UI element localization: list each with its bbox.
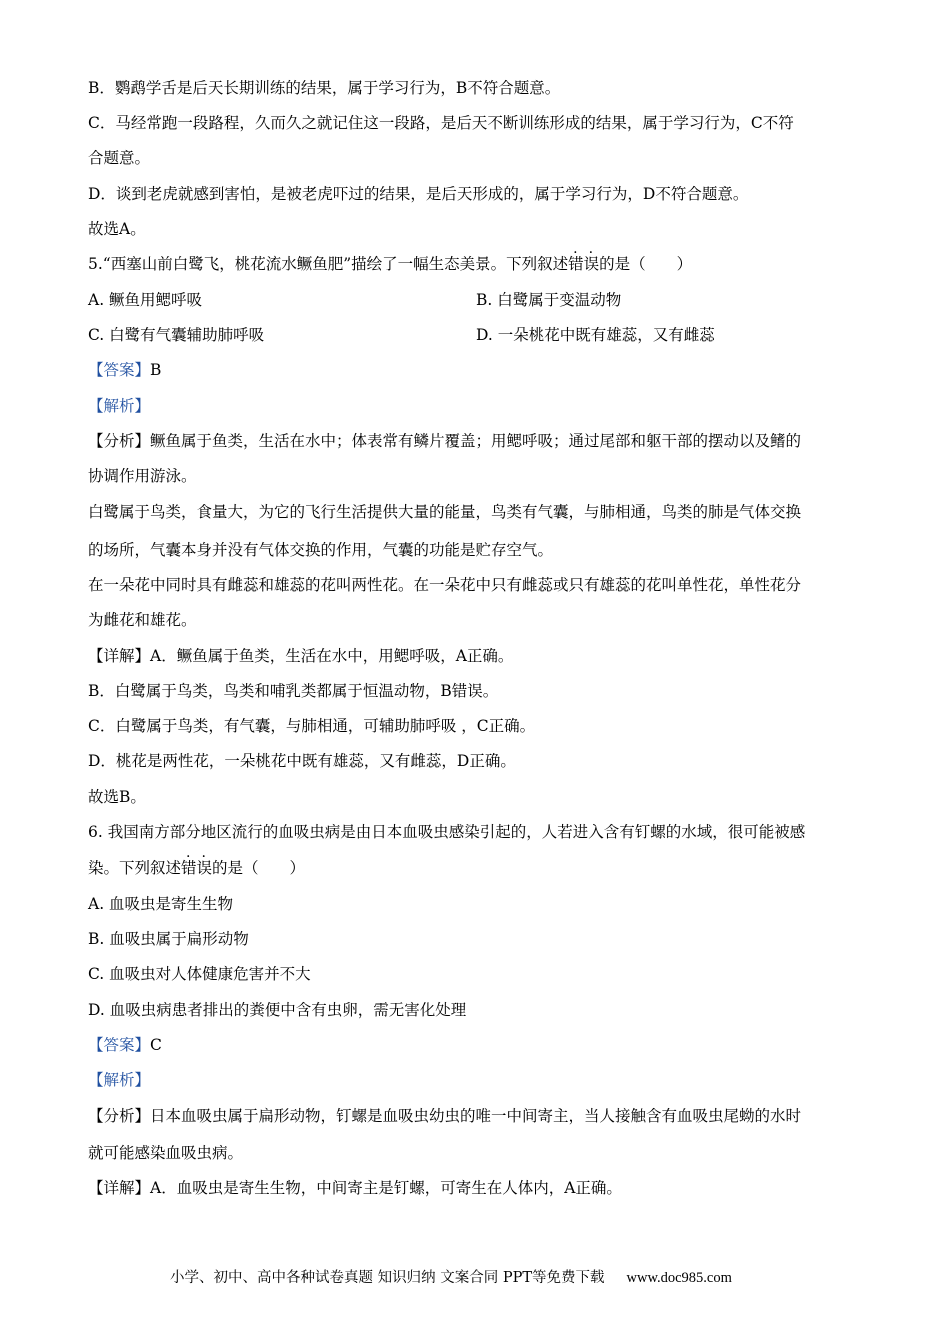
analysis-tag: 【解析】: [88, 397, 151, 415]
stem-text: 的是（ ）: [212, 859, 306, 877]
xiangjie-line: [88, 1178, 622, 1198]
fenxi-line: 就可能感染血吸虫病。: [88, 1144, 244, 1162]
option-d: D. 血吸虫病患者排出的粪便中含有虫卵，需无害化处理: [88, 1001, 467, 1019]
emphasis-char: 误: [583, 255, 600, 273]
footer-url[interactable]: www.doc985.com: [626, 1270, 732, 1286]
question-6-stem: 6. 我国南方部分地区流行的血吸虫病是由日本血吸虫感染引起的，人若进入含有钉螺的水域，很可能被感: [88, 823, 806, 841]
fenxi-line: [88, 431, 801, 451]
answer-value: B: [150, 361, 162, 379]
stem-text: 5.“西塞山前白鹭飞，桃花流水鳜鱼肥”描绘了一幅生态美景。下列叙述: [88, 255, 569, 273]
xiangjie-tag: 【详解】: [88, 647, 151, 665]
emphasis-char: 错: [181, 859, 197, 877]
text-line: 故选A。: [88, 220, 146, 238]
fenxi-text: 日本血吸虫属于扁形动物，钉螺是血吸虫幼虫的唯一中间寄主，当人接触含有血吸虫尾蚴的水时: [150, 1107, 802, 1125]
text-line: C．马经常跑一段路程，久而久之就记住这一段路，是后天不断训练形成的结果，属于学习行为，C不符: [88, 114, 794, 132]
option-d: D. 一朵桃花中既有雄蕊，又有雌蕊: [476, 326, 715, 344]
fenxi-line: [88, 1106, 801, 1126]
option-b: B. 白鹭属于变温动物: [476, 291, 622, 309]
xiangjie-line: [88, 646, 513, 666]
xiangjie-line: D．桃花是两性花，一朵桃花中既有雄蕊，又有雌蕊，D正确。: [88, 752, 516, 770]
text-line: 合题意。: [88, 149, 151, 167]
emphasis-char: 误: [196, 859, 213, 877]
question-6-stem: [88, 858, 305, 878]
answer-tag: 【答案】: [88, 361, 151, 379]
page-footer: [170, 1268, 732, 1288]
fenxi-line: 白鹭属于鸟类，食量大，为它的飞行生活提供大量的能量，鸟类有气囊，与肺相通，鸟类的肺是气体交换: [88, 503, 802, 521]
fenxi-text: 鳜鱼属于鱼类，生活在水中；体表常有鳞片覆盖；用鳃呼吸；通过尾部和躯干部的摆动以及鳍的: [150, 432, 802, 450]
analysis-tag: 【解析】: [88, 1071, 151, 1089]
xiangjie-line: 故选B。: [88, 788, 146, 806]
xiangjie-line: C．白鹭属于鸟类，有气囊，与肺相通，可辅助肺呼吸 ，C正确。: [88, 717, 536, 735]
answer-value: C: [150, 1036, 162, 1054]
option-b: B. 血吸虫属于扁形动物: [88, 930, 249, 948]
fenxi-tag: 【分析】: [88, 1107, 151, 1125]
stem-text: 的是（ ）: [599, 255, 693, 273]
text-line: D．谈到老虎就感到害怕，是被老虎吓过的结果，是后天形成的，属于学习行为，D不符合题意。: [88, 185, 749, 203]
answer-tag: 【答案】: [88, 1036, 151, 1054]
fenxi-tag: 【分析】: [88, 432, 151, 450]
xiangjie-line: B．白鹭属于鸟类，鸟类和哺乳类都属于恒温动物，B错误。: [88, 682, 499, 700]
option-a: A. 鳜鱼用鳃呼吸: [88, 291, 203, 309]
emphasis-char: 错: [568, 255, 584, 273]
xiangjie-tag: 【详解】: [88, 1179, 151, 1197]
answer-line: [88, 1035, 162, 1055]
option-a: A. 血吸虫是寄生生物: [88, 895, 234, 913]
footer-text: 小学、初中、高中各种试卷真题 知识归纳 文案合同 PPT等免费下载: [170, 1270, 605, 1286]
option-c: C. 血吸虫对人体健康危害并不大: [88, 965, 311, 983]
fenxi-line: 为雌花和雄花。: [88, 611, 197, 629]
option-c: C. 白鹭有气囊辅助肺呼吸: [88, 326, 265, 344]
answer-line: [88, 360, 161, 380]
fenxi-line: 在一朵花中同时具有雌蕊和雄蕊的花叫两性花。在一朵花中只有雌蕊或只有雄蕊的花叫单性花，单性花分: [88, 576, 802, 594]
fenxi-line: 的场所，气囊本身并没有气体交换的作用，气囊的功能是贮存空气。: [88, 541, 554, 559]
text-line: B．鹦鹉学舌是后天长期训练的结果，属于学习行为，B不符合题意。: [88, 79, 561, 97]
question-5-stem: [88, 254, 692, 274]
stem-text: 染。下列叙述: [88, 859, 182, 877]
xiangjie-text: A．血吸虫是寄生生物，中间寄主是钉螺，可寄生在人体内，A正确。: [150, 1179, 622, 1197]
xiangjie-text: A．鳜鱼属于鱼类，生活在水中，用鳃呼吸，A正确。: [150, 647, 514, 665]
fenxi-line: 协调作用游泳。: [88, 467, 197, 485]
